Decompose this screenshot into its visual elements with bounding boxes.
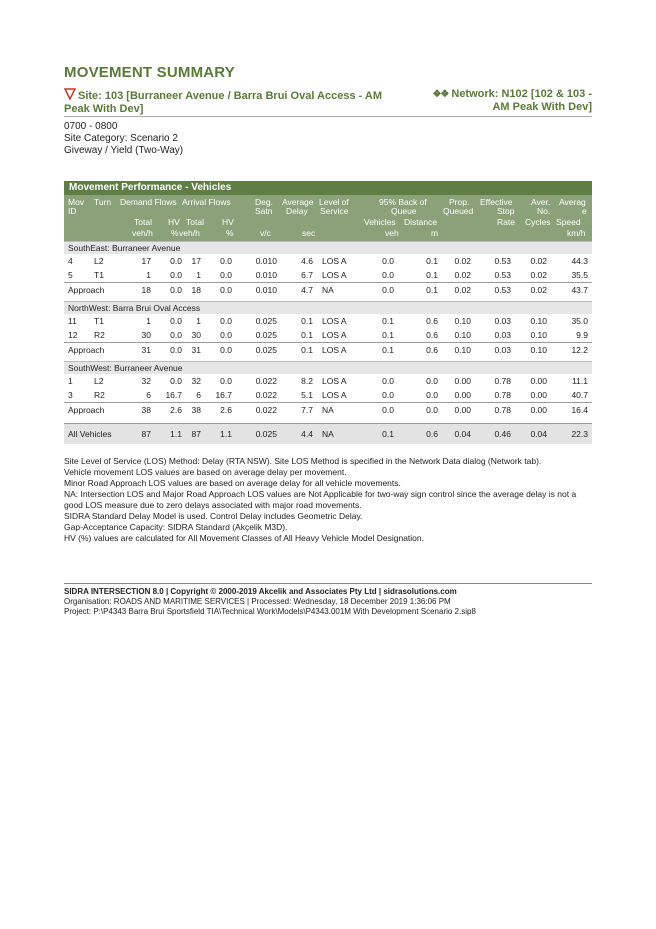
hdr-spd1: Averag	[559, 197, 586, 207]
table-cell: 0.04	[454, 429, 471, 439]
table-cell: 31	[141, 345, 151, 355]
site-header	[64, 88, 592, 117]
table-cell: 18	[191, 285, 201, 295]
hdr-turn: Turn	[94, 197, 112, 207]
hdr-los2: Service	[320, 206, 349, 216]
table-cell: 0.04	[530, 429, 547, 439]
table-cell: Approach	[68, 345, 105, 355]
table-cell: LOS A	[322, 390, 347, 400]
table-cell: 0.0	[382, 256, 394, 266]
table-cell: 35.5	[571, 270, 588, 280]
table-cell: 17	[141, 256, 151, 266]
table-cell: 1	[68, 376, 73, 386]
approach-row	[64, 402, 592, 417]
table-cell: 22.3	[571, 429, 588, 439]
hdr-hv1: HV	[168, 217, 180, 227]
table-cell: 0.02	[530, 270, 547, 280]
table-cell: 0.010	[255, 270, 277, 280]
table-cell: 0.0	[220, 376, 232, 386]
table-cell: 0.10	[530, 330, 547, 340]
report-title: MOVEMENT SUMMARY	[64, 64, 235, 81]
notes	[64, 456, 592, 544]
table-cell: 87	[191, 429, 201, 439]
note-line: Minor Road Approach LOS values are based on average delay for all vehicle movements.	[64, 478, 401, 488]
note-line: SIDRA Standard Delay Model is used. Control Delay includes Geometric Delay.	[64, 511, 363, 521]
table-cell: 1	[196, 316, 201, 326]
table-cell: 0.53	[494, 285, 511, 295]
table-cell: 0.0	[220, 330, 232, 340]
table-cell: 0.0	[382, 390, 394, 400]
group-header: SouthEast: Burraneer Avenue	[64, 241, 592, 254]
table-cell: NA	[322, 405, 334, 415]
table-cell: 40.7	[571, 390, 588, 400]
table-cell: 0.00	[530, 390, 547, 400]
table-cell: 0.0	[170, 270, 182, 280]
table-title: Movement Performance - Vehicles	[64, 181, 592, 195]
table-cell: 12.2	[571, 345, 588, 355]
table-cell: 0.10	[454, 330, 471, 340]
network-info	[412, 88, 592, 114]
table-cell: 0.00	[530, 405, 547, 415]
note-line: NA: Intersection LOS and Major Road Approach LOS values are Not Applicable for two-way sign control since the average delay is not a good LOS measure due to zero delays associated with major road movements.	[64, 489, 577, 510]
table-cell: 0.025	[255, 316, 277, 326]
group-header: SouthWest: Burraneer Avenue	[64, 361, 592, 374]
table-cell: 17	[191, 256, 201, 266]
table-cell: LOS A	[322, 270, 347, 280]
table-cell: 0.0	[220, 316, 232, 326]
hdr-total1: Total	[134, 217, 152, 227]
table-cell: 0.010	[255, 256, 277, 266]
hdr-deg3: v/c	[260, 228, 271, 238]
table-cell: 3	[68, 390, 73, 400]
table-cell: 0.0	[426, 390, 438, 400]
table-cell: 1.1	[170, 429, 182, 439]
table-cell: 0.02	[454, 285, 471, 295]
group-header: NorthWest: Barra Brui Oval Access	[64, 301, 592, 314]
table-cell: 0.0	[170, 285, 182, 295]
table-cell: 0.53	[494, 256, 511, 266]
hdr-deg1: Deg.	[255, 197, 273, 207]
table-cell: 0.53	[494, 270, 511, 280]
table-row	[64, 314, 592, 328]
table-cell: 32	[141, 376, 151, 386]
footer-copyright: SIDRA INTERSECTION 8.0 | Copyright © 2000-2019 Akcelik and Associates Pty Ltd | sidrasolutions.com	[64, 587, 457, 596]
table-cell: 0.0	[382, 376, 394, 386]
table-cell: 0.1	[382, 316, 394, 326]
table-cell: 0.0	[426, 376, 438, 386]
table-cell: 0.10	[454, 345, 471, 355]
table-cell: 0.0	[220, 345, 232, 355]
table-cell: 0.6	[426, 316, 438, 326]
site-line1: Site: 103 [Burraneer Avenue / Barra Brui Oval Access - AM	[78, 90, 383, 102]
table-cell: 0.6	[426, 345, 438, 355]
hdr-dist-unit: m	[431, 228, 439, 238]
hdr-vehh2: veh/h	[179, 228, 200, 238]
table-cell: 5.1	[301, 390, 313, 400]
table-cell: R2	[94, 390, 105, 400]
table-cell: 0.02	[454, 270, 471, 280]
table-cell: 2.6	[220, 405, 232, 415]
site-line2: Peak With Dev]	[64, 103, 144, 115]
table-cell: 7.7	[301, 405, 313, 415]
hdr-pct2: %	[226, 228, 234, 238]
table-cell: 9.9	[576, 330, 588, 340]
table-cell: 12	[68, 330, 78, 340]
hdr-vehh1: veh/h	[132, 228, 153, 238]
hdr-spd3: Speed	[556, 217, 581, 227]
table-cell: 0.1	[426, 270, 438, 280]
table-cell: 1	[146, 316, 151, 326]
table-cell: L2	[94, 256, 104, 266]
table-cell: 0.78	[494, 376, 511, 386]
hdr-avg1: Average	[282, 197, 314, 207]
table-cell: 44.3	[571, 256, 588, 266]
approach-row	[64, 282, 592, 297]
table-cell: 0.0	[220, 256, 232, 266]
hdr-prop1: Prop.	[449, 197, 470, 207]
table-cell: 0.022	[255, 390, 277, 400]
table-cell: 0.025	[255, 330, 277, 340]
table-cell: 4	[68, 256, 73, 266]
table-cell: 0.022	[255, 376, 277, 386]
table-cell: 0.0	[220, 285, 232, 295]
hdr-back1: 95% Back of	[379, 197, 427, 207]
table-row	[64, 388, 592, 402]
table-cell: 0.1	[426, 285, 438, 295]
table-cell: 0.00	[454, 376, 471, 386]
table-cell: 6.7	[301, 270, 313, 280]
hdr-arrival: Arrival Flows	[182, 197, 231, 207]
table-cell: 0.1	[382, 429, 394, 439]
table-cell: 0.10	[530, 345, 547, 355]
table-row	[64, 268, 592, 282]
hdr-vehicles: Vehicles	[364, 217, 396, 227]
table-cell: 0.0	[170, 345, 182, 355]
table-cell: 0.1	[382, 345, 394, 355]
hdr-aver3: Cycles	[525, 217, 551, 227]
table-cell: NA	[322, 285, 334, 295]
hdr-avg2: Delay	[286, 206, 308, 216]
hdr-distance: Distance	[404, 217, 438, 227]
table-cell: 38	[191, 405, 201, 415]
table-cell: 0.025	[255, 345, 277, 355]
table-cell: 1.1	[220, 429, 232, 439]
note-line: Vehicle movement LOS values are based on average delay per movement.	[64, 467, 347, 477]
table-cell: 0.00	[454, 390, 471, 400]
table-row	[64, 328, 592, 342]
table-cell: 0.02	[454, 256, 471, 266]
hdr-eff3: Rate	[497, 217, 515, 227]
table-cell: 11	[68, 316, 77, 326]
footer-project: Project: P:\P4343 Barra Brui Sportsfield TIA\Technical Work\Models\P4343.001M With Development Scenario 2.sip8	[64, 607, 476, 616]
hdr-veh-unit: veh	[385, 228, 399, 238]
table-cell: 0.00	[530, 376, 547, 386]
hdr-total2: Total	[186, 217, 204, 227]
control-type: Giveway / Yield (Two-Way)	[64, 145, 184, 156]
table-cell: 11.1	[572, 376, 588, 386]
note-line: Gap-Acceptance Capacity: SIDRA Standard (Akçelik M3D).	[64, 522, 288, 532]
hdr-pct1: %	[171, 228, 179, 238]
table-cell: 0.0	[170, 256, 182, 266]
table-cell: 0.0	[170, 376, 182, 386]
table-cell: R2	[94, 330, 105, 340]
hdr-eff2: Stop	[497, 206, 515, 216]
table-cell: 6	[146, 390, 151, 400]
table-cell: 0.022	[255, 405, 277, 415]
hdr-back2: Queue	[391, 206, 417, 216]
table-cell: T1	[94, 270, 104, 280]
table-cell: 0.0	[220, 270, 232, 280]
table-cell: 0.02	[530, 256, 547, 266]
table-cell: 0.03	[494, 345, 511, 355]
table-cell: LOS A	[322, 376, 347, 386]
table-cell: LOS A	[322, 316, 347, 326]
hdr-mov: Mov	[68, 197, 85, 207]
table-cell: LOS A	[322, 345, 347, 355]
site-category: Site Category: Scenario 2	[64, 133, 178, 144]
table-cell: 87	[141, 429, 151, 439]
hdr-los1: Level of	[319, 197, 349, 207]
hdr-eff1: Effective	[480, 197, 513, 207]
table-cell: 38	[141, 405, 151, 415]
table-cell: 8.2	[301, 376, 313, 386]
hdr-hv2: HV	[222, 217, 234, 227]
table-cell: 0.00	[454, 405, 471, 415]
table-cell: 1	[196, 270, 201, 280]
network-line2: AM Peak With Dev]	[492, 101, 592, 113]
table-cell: 4.4	[301, 429, 313, 439]
hdr-demand: Demand Flows	[120, 197, 177, 207]
table-cell: LOS A	[322, 330, 347, 340]
hdr-spd2: e	[582, 206, 587, 216]
table-cell: 16.7	[165, 390, 182, 400]
table-cell: 18	[141, 285, 151, 295]
table-header	[64, 195, 592, 241]
table-cell: 0.6	[426, 429, 438, 439]
hdr-spd4: km/h	[567, 228, 586, 238]
table-cell: 0.010	[255, 285, 277, 295]
hdr-id: ID	[68, 206, 77, 216]
table-cell: 0.0	[382, 405, 394, 415]
table-cell: Approach	[68, 405, 105, 415]
network-line1: Network: N102 [102 & 103 -	[451, 88, 592, 100]
table-cell: 0.1	[301, 330, 313, 340]
table-cell: NA	[322, 429, 334, 439]
table-cell: 0.025	[255, 429, 277, 439]
table-cell: 0.78	[494, 390, 511, 400]
hdr-aver2: No.	[537, 206, 551, 216]
time-period: 0700 - 0800	[64, 121, 118, 132]
all-vehicles-row	[64, 423, 592, 444]
table-cell: 0.10	[530, 316, 547, 326]
table-cell: 16.4	[571, 405, 588, 415]
table-cell: 0.1	[382, 330, 394, 340]
table-row	[64, 374, 592, 388]
network-icon: ❖❖	[432, 89, 449, 100]
table-cell: 16.7	[215, 390, 232, 400]
table-cell: 0.10	[454, 316, 471, 326]
site-meta	[64, 121, 183, 157]
table-cell: 1	[146, 270, 151, 280]
table-cell: 0.0	[426, 405, 438, 415]
table-cell: 0.1	[426, 256, 438, 266]
table-cell: LOS A	[322, 256, 347, 266]
footer	[64, 583, 592, 617]
table-cell: 4.6	[301, 256, 313, 266]
table-cell: 0.46	[494, 429, 511, 439]
note-line: HV (%) values are calculated for All Movement Classes of All Heavy Vehicle Model Designation.	[64, 533, 425, 543]
hdr-aver1: Aver.	[531, 197, 551, 207]
table-cell: 0.03	[494, 330, 511, 340]
table-cell: 4.7	[301, 285, 313, 295]
table-cell: 0.1	[301, 316, 313, 326]
table-cell: 0.78	[494, 405, 511, 415]
table-cell: 30	[141, 330, 151, 340]
approach-row	[64, 342, 592, 357]
table-cell: 0.0	[382, 285, 394, 295]
table-cell: 5	[68, 270, 73, 280]
movement-table	[64, 181, 592, 444]
table-cell: T1	[94, 316, 104, 326]
hdr-avg3: sec	[302, 228, 316, 238]
table-cell: 0.03	[494, 316, 511, 326]
table-cell: 0.1	[301, 345, 313, 355]
note-line: Site Level of Service (LOS) Method: Delay (RTA NSW). Site LOS Method is specified in the Network Data dialog (Network tab).	[64, 456, 542, 466]
hdr-deg2: Satn	[255, 206, 273, 216]
table-cell: 0.0	[170, 316, 182, 326]
giveway-triangle-icon	[64, 88, 76, 100]
table-cell: 0.0	[382, 270, 394, 280]
table-cell: 0.0	[170, 330, 182, 340]
table-cell: 0.6	[426, 330, 438, 340]
table-cell: 30	[191, 330, 201, 340]
hdr-prop2: Queued	[443, 206, 474, 216]
table-row	[64, 254, 592, 268]
table-cell: Approach	[68, 285, 105, 295]
table-cell: 2.6	[170, 405, 182, 415]
table-body	[64, 241, 592, 444]
table-cell: 6	[196, 390, 201, 400]
table-cell: 43.7	[571, 285, 588, 295]
table-cell: 0.02	[530, 285, 547, 295]
table-cell: 31	[191, 345, 201, 355]
table-cell: 35.0	[571, 316, 588, 326]
site-info	[64, 88, 414, 116]
footer-organisation: Organisation: ROADS AND MARITIME SERVICES | Processed: Wednesday, 18 December 2019 1:36:06 PM	[64, 597, 451, 606]
table-cell: 32	[191, 376, 201, 386]
table-cell: L2	[94, 376, 104, 386]
table-cell: All Vehicles	[68, 429, 112, 439]
